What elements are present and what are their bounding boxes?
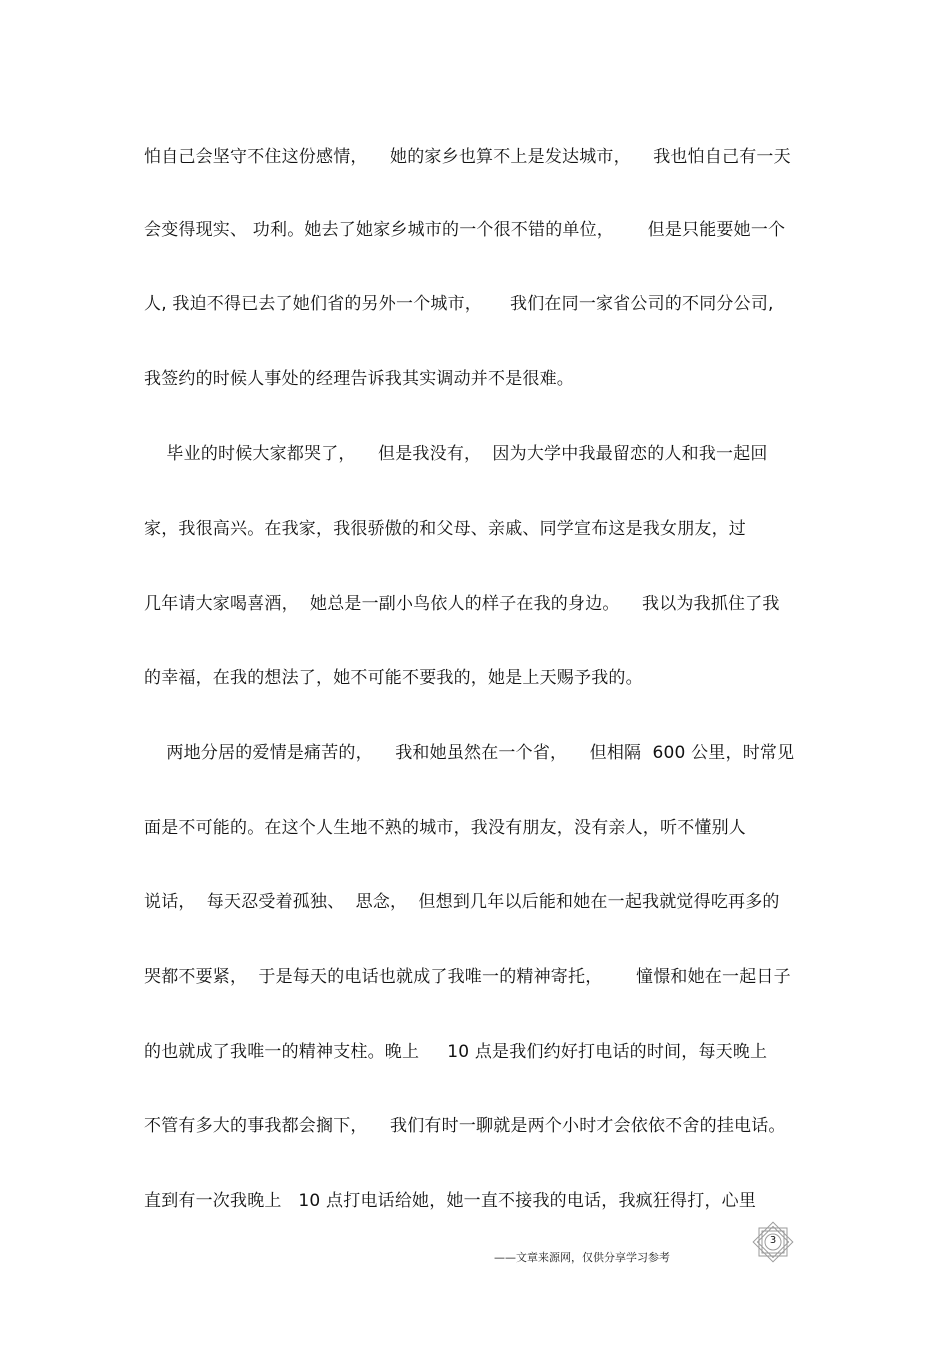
text-line: 我签约的时候人事处的经理告诉我其实调动并不是很难。 xyxy=(144,369,574,389)
text-line: 的也就成了我唯一的精神支柱。晚上 10 点是我们约好打电话的时间，每天晚上 xyxy=(144,1042,768,1062)
page-number: 3 xyxy=(769,1235,777,1246)
text-line: 家，我很高兴。在我家，我很骄傲的和父母、亲戚、同学宣布这是我女朋友，过 xyxy=(144,519,746,539)
text-line: 两地分居的爱情是痛苦的， 我和她虽然在一个省， 但相隔 600 公里，时常见 xyxy=(144,743,795,763)
text-line: 面是不可能的。在这个人生地不熟的城市，我没有朋友，没有亲人，听不懂别人 xyxy=(144,818,746,838)
text-line: 毕业的时候大家都哭了， 但是我没有， 因为大学中我最留恋的人和我一起回 xyxy=(144,444,768,464)
text-line: 几年请大家喝喜酒， 她总是一副小鸟依人的样子在我的身边。 我以为我抓住了我 xyxy=(144,594,780,614)
text-line: 怕自己会坚守不住这份感情， 她的家乡也算不上是发达城市， 我也怕自己有一天 xyxy=(144,147,791,167)
text-line: 的幸福，在我的想法了，她不可能不要我的，她是上天赐予我的。 xyxy=(144,668,643,688)
text-line: 直到有一次我晚上 10 点打电话给她，她一直不接我的电话，我疯狂得打，心里 xyxy=(144,1191,757,1211)
text-line: 哭都不要紧， 于是每天的电话也就成了我唯一的精神寄托， 憧憬和她在一起日子 xyxy=(144,967,791,987)
footer-source-note: ——文章来源网，仅供分享学习参考 xyxy=(494,1251,670,1264)
text-line: 会变得现实、 功利。她去了她家乡城市的一个很不错的单位， 但是只能要她一个 xyxy=(144,220,786,240)
text-line: 不管有多大的事我都会搁下， 我们有时一聊就是两个小时才会依依不舍的挂电话。 xyxy=(144,1116,786,1136)
page-number-badge xyxy=(750,1219,796,1265)
text-line: 人, 我迫不得已去了她们省的另外一个城市， 我们在同一家省公司的不同分公司, xyxy=(144,294,774,314)
text-line: 说话， 每天忍受着孤独、 思念， 但想到几年以后能和她在一起我就觉得吃再多的 xyxy=(144,892,780,912)
